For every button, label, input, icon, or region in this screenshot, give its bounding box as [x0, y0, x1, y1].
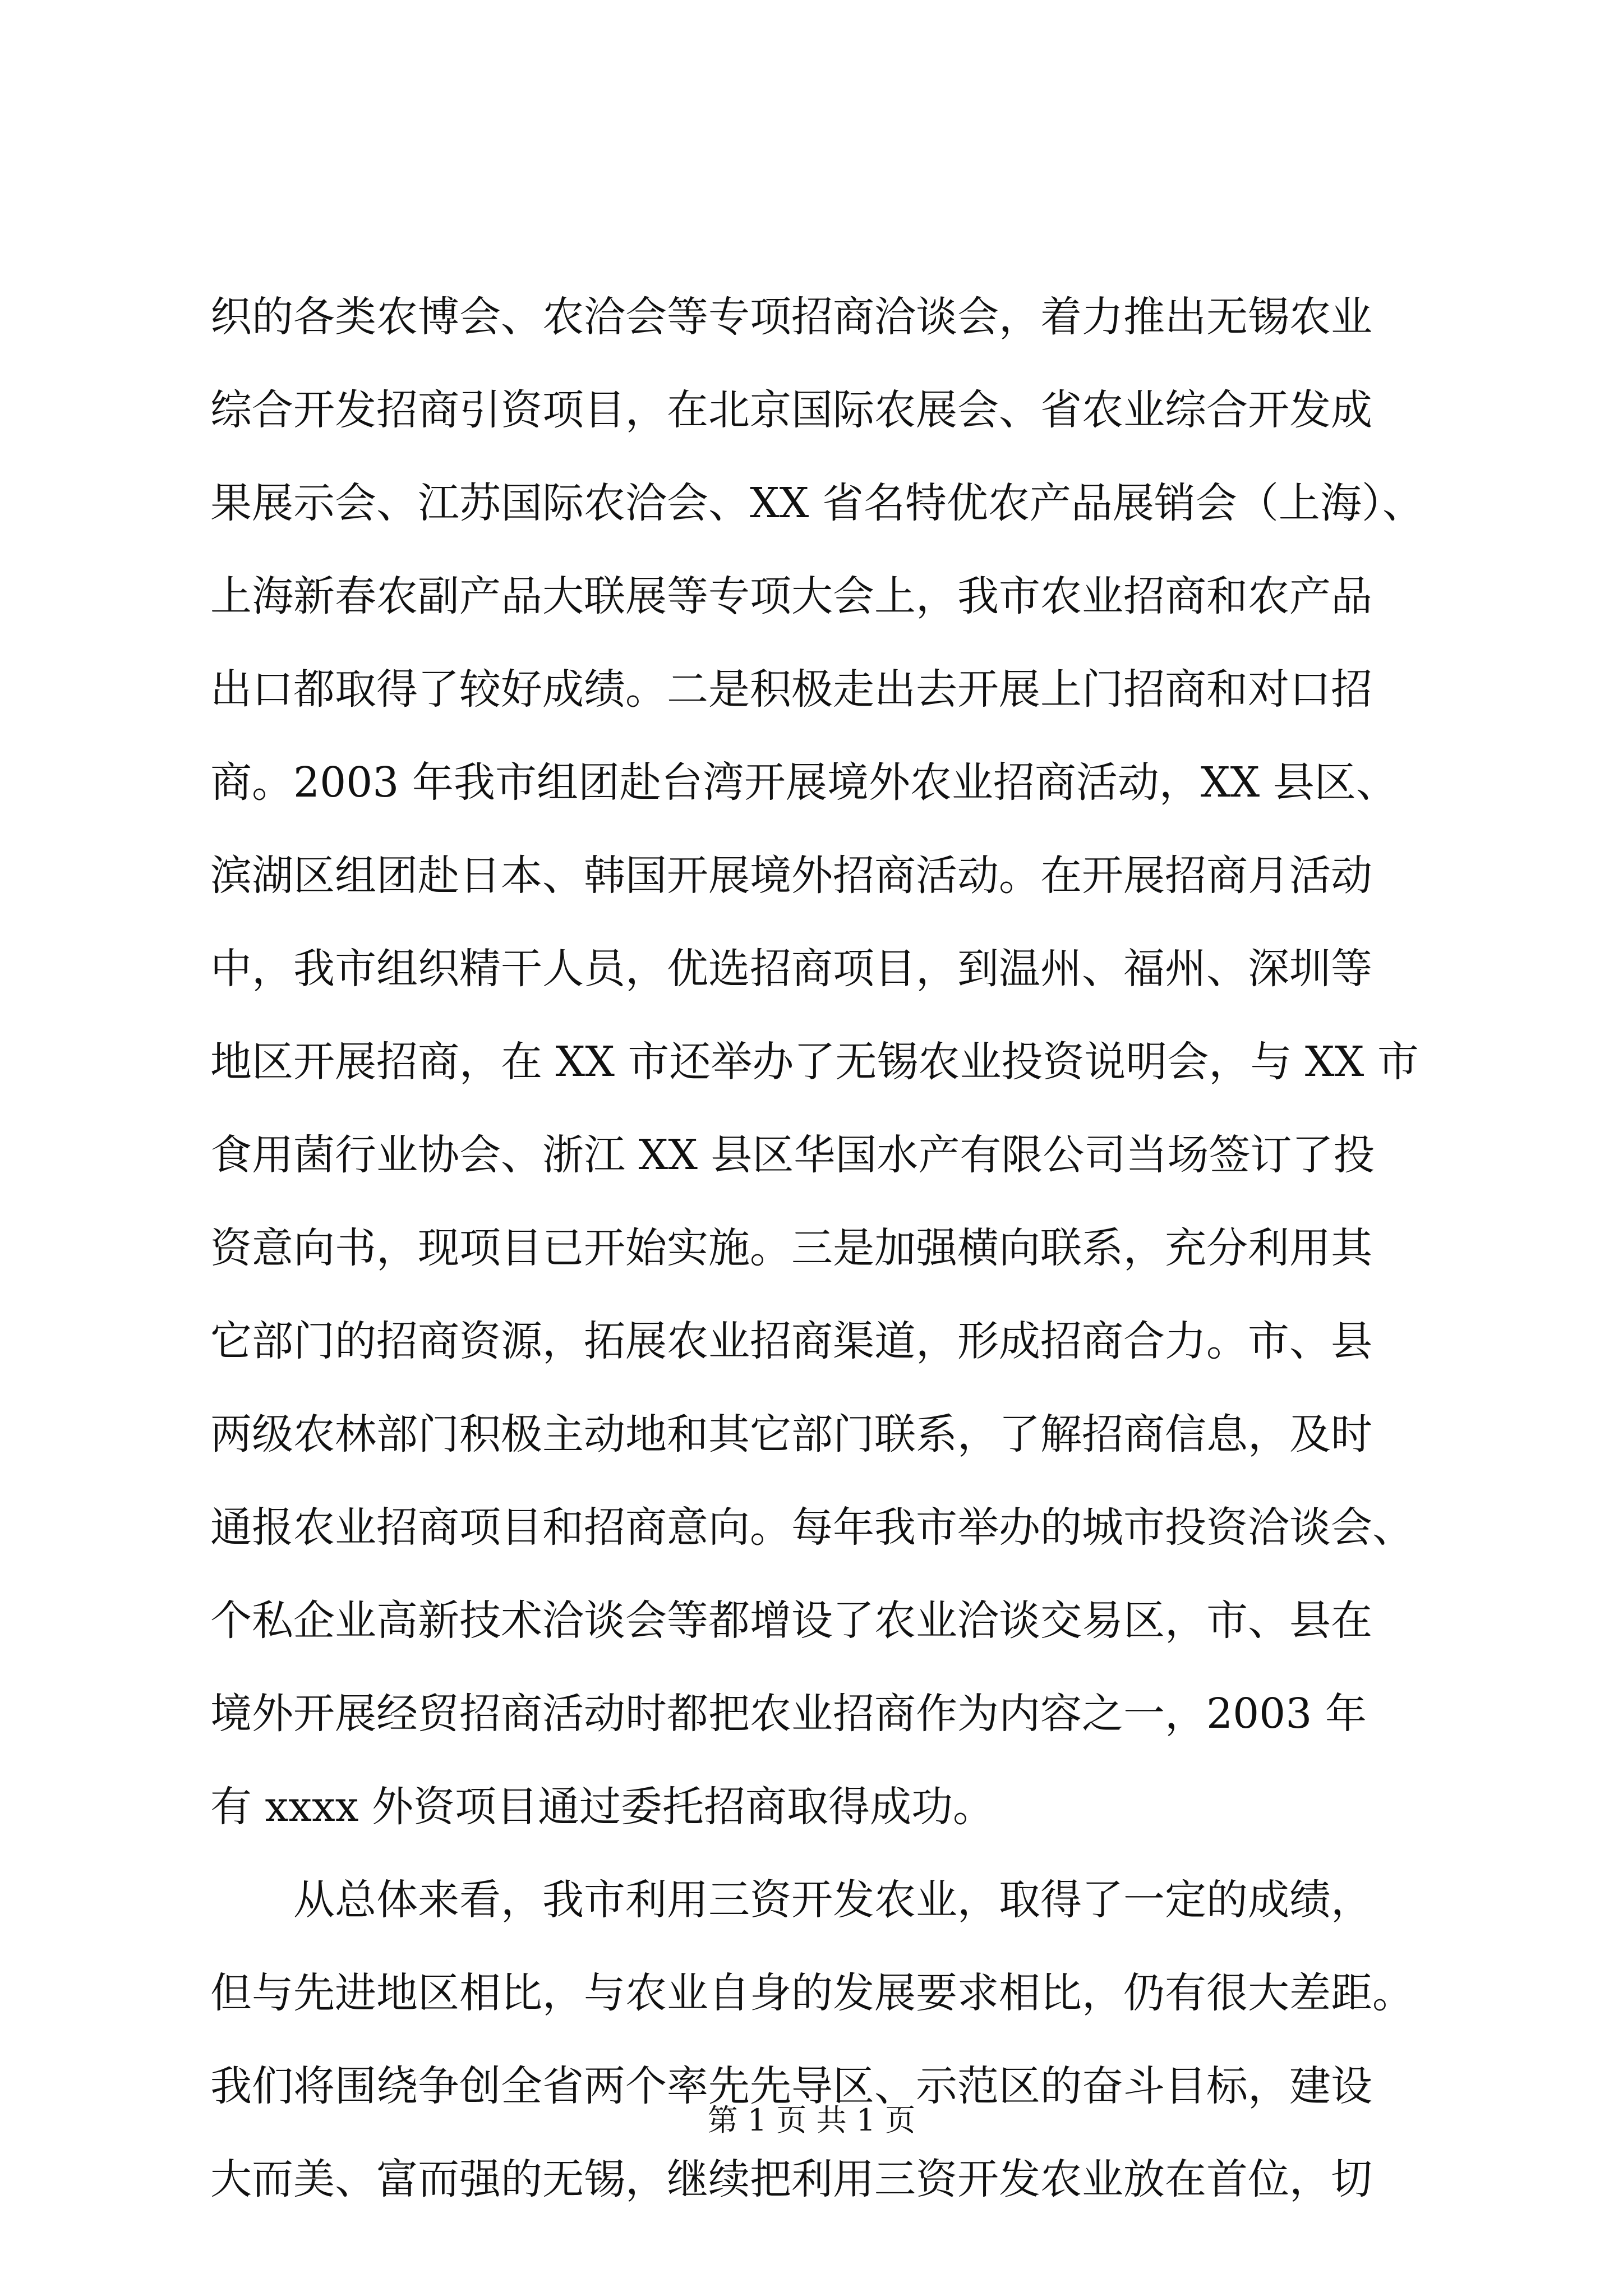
text-line: 食用菌行业协会、浙江 XX 县区华国水产有限公司当场签订了投 — [210, 1131, 1375, 1179]
text-line: 我们将围绕争创全省两个率先先导区、示范区的奋斗目标，建设 — [210, 2062, 1372, 2110]
text-line: 但与先进地区相比，与农业自身的发展要求相比，仍有很大差距。 — [210, 1969, 1414, 2017]
text-line: 出口都取得了较好成绩。二是积极走出去开展上门招商和对口招 — [210, 665, 1372, 714]
text-line: 个私企业高新技术洽谈会等都增设了农业洽谈交易区，市、县在 — [210, 1596, 1372, 1645]
text-line: 大而美、富而强的无锡，继续把利用三资开发农业放在首位，切 — [210, 2155, 1372, 2203]
text-line: 境外开展经贸招商活动时都把农业招商作为内容之一，2003 年 — [210, 1690, 1367, 1738]
body-text — [210, 270, 1424, 2226]
text-line: 果展示会、江苏国际农洽会、XX 省名特优农产品展销会（上海）、 — [210, 479, 1424, 527]
text-line: 它部门的招商资源，拓展农业招商渠道，形成招商合力。市、县 — [210, 1317, 1372, 1365]
text-line: 滨湖区组团赴日本、韩国开展境外招商活动。在开展招商月活动 — [210, 852, 1372, 900]
text-line: 中，我市组织精干人员，优选招商项目，到温州、福州、深圳等 — [210, 945, 1372, 993]
text-line: 综合开发招商引资项目，在北京国际农展会、省农业综合开发成 — [210, 386, 1372, 434]
text-line: 两级农林部门积极主动地和其它部门联系，了解招商信息，及时 — [210, 1410, 1372, 1458]
text-line: 上海新春农副产品大联展等专项大会上，我市农业招商和农产品 — [210, 572, 1372, 620]
text-line: 有 xxxx 外资项目通过委托招商取得成功。 — [210, 1783, 994, 1831]
text-line: 地区开展招商，在 XX 市还举办了无锡农业投资说明会，与 XX 市 — [210, 1038, 1419, 1086]
page-number: 第 1 页 共 1 页 — [707, 2102, 916, 2138]
page-footer — [0, 2101, 1623, 2140]
text-line: 商。2003 年我市组团赴台湾开展境外农业招商活动，XX 县区、 — [210, 758, 1398, 807]
text-line: 织的各类农博会、农洽会等专项招商洽谈会，着力推出无锡农业 — [210, 293, 1372, 341]
text-line: 资意向书，现项目已开始实施。三是加强横向联系，充分利用其 — [210, 1224, 1372, 1272]
text-line: 通报农业招商项目和招商意向。每年我市举办的城市投资洽谈会、 — [210, 1503, 1414, 1552]
text-line: 从总体来看，我市利用三资开发农业，取得了一定的成绩， — [210, 1876, 1372, 1924]
